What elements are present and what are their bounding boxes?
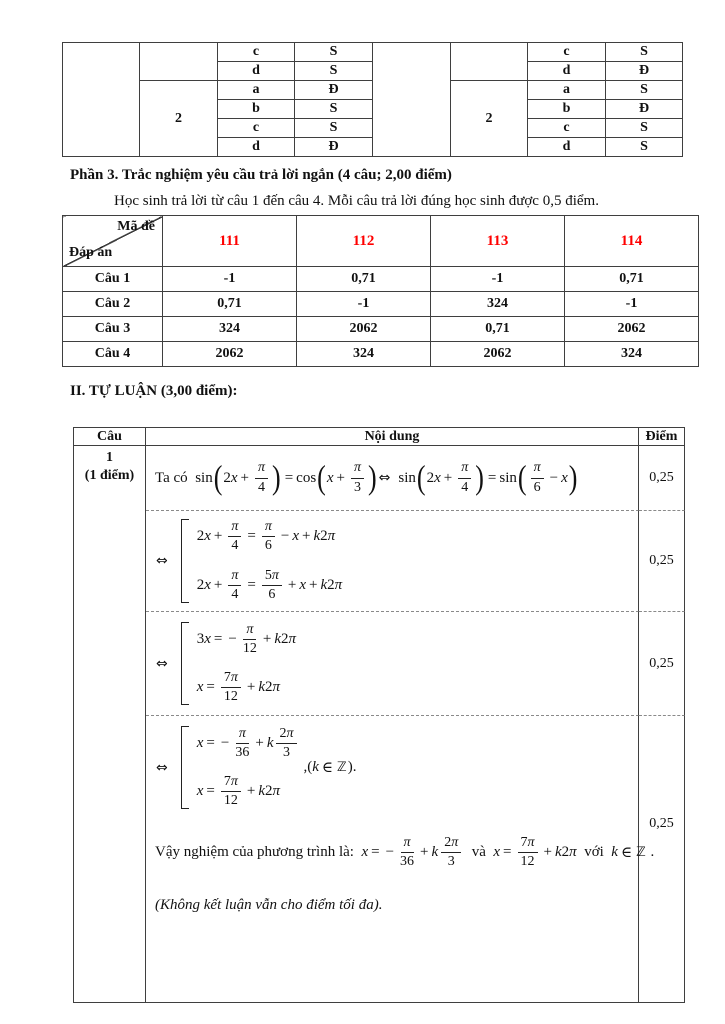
exam-code-cell: 112 bbox=[297, 216, 431, 267]
answer-cell: 324 bbox=[297, 342, 431, 367]
math-txt: 2 bbox=[265, 679, 273, 696]
math-rp: ) bbox=[568, 458, 578, 497]
math-var: k bbox=[266, 735, 274, 752]
answer-cell: -1 bbox=[431, 267, 565, 292]
math-txt: 2 bbox=[561, 844, 570, 861]
math-txt: 36 bbox=[400, 854, 415, 870]
true-false-answer-table bbox=[62, 42, 683, 157]
math-op: + bbox=[309, 576, 318, 593]
answer-value-cell: S bbox=[295, 119, 373, 138]
math-fraction bbox=[221, 670, 241, 705]
math-txt: 2 bbox=[265, 783, 273, 800]
answer-value-cell: Đ bbox=[295, 81, 373, 100]
math-txt: với bbox=[576, 844, 612, 861]
section2-heading: II. TỰ LUẬN (3,00 điểm): bbox=[70, 383, 238, 399]
math-lp: ( bbox=[416, 458, 426, 497]
math-txt: ). bbox=[347, 759, 357, 776]
math-txt: 7 bbox=[223, 670, 231, 685]
math-op: − bbox=[385, 844, 395, 861]
math-var: x bbox=[361, 844, 369, 861]
math-case-row bbox=[197, 670, 296, 705]
math-op: = bbox=[213, 630, 223, 647]
math-fraction bbox=[228, 519, 241, 554]
math-fraction bbox=[458, 460, 471, 495]
math-var: π bbox=[327, 528, 336, 545]
exam-code-cell: 114 bbox=[565, 216, 699, 267]
math-txt: 6 bbox=[268, 586, 276, 602]
answer-axis-label: Đáp án bbox=[69, 245, 113, 260]
answer-cell: 0,71 bbox=[565, 267, 699, 292]
math-var: π bbox=[271, 567, 279, 583]
math-bb: ℤ bbox=[636, 845, 646, 861]
question-number-cell: 2 bbox=[451, 81, 528, 157]
math-var: x bbox=[493, 844, 501, 861]
math-op: − bbox=[549, 469, 559, 486]
math-var: π bbox=[231, 567, 239, 583]
option-letter-cell: a bbox=[218, 81, 295, 100]
math-txt: 4 bbox=[461, 479, 469, 495]
math-txt: sin bbox=[195, 469, 213, 486]
math-op: = bbox=[487, 469, 497, 486]
math-sym: ⇔ bbox=[156, 553, 168, 569]
table-row bbox=[63, 292, 699, 317]
math-txt: 2 bbox=[223, 469, 231, 486]
table-row bbox=[63, 267, 699, 292]
math-var: π bbox=[288, 630, 296, 647]
math-var: π bbox=[238, 726, 246, 741]
math-var: π bbox=[264, 519, 272, 535]
answer-cell: 0,71 bbox=[431, 317, 565, 342]
left-square-bracket-icon bbox=[181, 622, 189, 705]
math-txt: 2 bbox=[279, 726, 287, 741]
solution-content-cell bbox=[146, 612, 639, 716]
solution-content-cell bbox=[146, 446, 639, 511]
math-fraction bbox=[262, 568, 282, 603]
math-var: x bbox=[299, 576, 307, 593]
answer-value-cell: S bbox=[295, 43, 373, 62]
answer-cell: 324 bbox=[431, 292, 565, 317]
math-cases-group bbox=[180, 622, 296, 705]
math-op: = bbox=[503, 844, 512, 861]
math-op: + bbox=[443, 469, 453, 486]
math-var: π bbox=[353, 460, 361, 476]
math-txt: 3 bbox=[282, 745, 290, 761]
math-fraction bbox=[235, 726, 249, 761]
empty-cell bbox=[373, 43, 451, 157]
answer-value-cell: S bbox=[606, 119, 683, 138]
math-txt: Vậy nghiệm của phương trình là: bbox=[155, 844, 362, 861]
math-var: x bbox=[230, 469, 238, 486]
math-op: = bbox=[206, 679, 215, 696]
math-op: = bbox=[247, 576, 256, 593]
column-header-cau: Câu bbox=[74, 428, 146, 446]
answer-cell: 324 bbox=[565, 342, 699, 367]
math-var: π bbox=[258, 460, 266, 476]
math-var: π bbox=[246, 621, 254, 637]
math-txt: 2 bbox=[426, 469, 435, 486]
math-var: π bbox=[403, 835, 411, 851]
answer-cell: 2062 bbox=[163, 342, 297, 367]
math-txt: 3 bbox=[196, 630, 205, 647]
math-line bbox=[155, 460, 632, 495]
math-op: + bbox=[246, 783, 256, 800]
option-letter-cell: d bbox=[528, 62, 606, 81]
math-var: x bbox=[196, 783, 204, 800]
answer-cell: -1 bbox=[163, 267, 297, 292]
math-txt: 12 bbox=[242, 640, 257, 656]
math-lp: ( bbox=[517, 458, 527, 497]
math-var: π bbox=[451, 835, 459, 851]
math-var: k bbox=[274, 630, 281, 647]
math-var: k bbox=[555, 844, 562, 861]
math-txt: và bbox=[464, 844, 494, 861]
math-var: π bbox=[334, 576, 343, 593]
math-txt: 6 bbox=[264, 538, 272, 554]
math-cases-group bbox=[180, 519, 342, 602]
math-op: + bbox=[262, 630, 272, 647]
math-case-row bbox=[197, 726, 300, 761]
math-sym: ⇔ bbox=[156, 655, 168, 672]
option-letter-cell: d bbox=[218, 138, 295, 157]
math-txt: 2 bbox=[280, 630, 289, 647]
math-fraction bbox=[262, 519, 275, 554]
math-rp: ) bbox=[368, 458, 377, 497]
question-label-cell: Câu 1 bbox=[63, 267, 163, 292]
math-fraction bbox=[518, 835, 538, 870]
math-op: + bbox=[240, 469, 250, 486]
answer-cell: 2062 bbox=[565, 317, 699, 342]
exam-code-cell: 113 bbox=[431, 216, 565, 267]
essay-solution-table bbox=[73, 427, 685, 1003]
math-case-row bbox=[197, 774, 300, 809]
answer-value-cell: S bbox=[606, 138, 683, 157]
math-case-row bbox=[197, 568, 342, 603]
solution-step-row bbox=[74, 446, 685, 511]
answer-cell: 2062 bbox=[297, 317, 431, 342]
math-var: k bbox=[431, 844, 439, 861]
option-letter-cell: a bbox=[528, 81, 606, 100]
math-fraction bbox=[441, 835, 461, 870]
exam-code-cell: 111 bbox=[163, 216, 297, 267]
option-letter-cell: c bbox=[218, 119, 295, 138]
question-number: 1 bbox=[106, 450, 113, 465]
answer-value-cell: S bbox=[295, 100, 373, 119]
question-number-cell bbox=[74, 446, 146, 1003]
question-label-cell: Câu 2 bbox=[63, 292, 163, 317]
math-fraction bbox=[228, 568, 241, 603]
table-header-row bbox=[63, 216, 699, 267]
option-letter-cell: c bbox=[218, 43, 295, 62]
math-var: k bbox=[313, 528, 321, 545]
math-fraction bbox=[255, 460, 268, 495]
diagonal-split-header-cell bbox=[63, 216, 163, 267]
conclusion-line bbox=[155, 835, 655, 870]
table-header-row bbox=[74, 428, 685, 446]
math-var: k bbox=[258, 783, 266, 800]
math-txt: 2 bbox=[320, 528, 328, 545]
solution-step-row bbox=[74, 612, 685, 716]
answer-cell: -1 bbox=[565, 292, 699, 317]
answer-cell: -1 bbox=[297, 292, 431, 317]
math-var: k bbox=[258, 679, 266, 696]
math-txt: 12 bbox=[520, 854, 535, 870]
math-txt: sin bbox=[499, 469, 517, 486]
answer-value-cell: S bbox=[606, 43, 683, 62]
math-var: x bbox=[196, 735, 204, 752]
math-op: = bbox=[206, 783, 215, 800]
answer-cell: 2062 bbox=[431, 342, 565, 367]
table-row bbox=[63, 342, 699, 367]
math-lp: ( bbox=[317, 458, 326, 497]
math-op: ∈ bbox=[321, 760, 334, 777]
math-cases-group bbox=[180, 726, 300, 809]
part3-heading: Phần 3. Trắc nghiệm yêu cầu trả lời ngắn (4 câu; 2,00 điểm) bbox=[70, 167, 452, 183]
question-points: (1 điểm) bbox=[84, 467, 135, 483]
math-var: π bbox=[569, 844, 577, 861]
math-txt: Ta có bbox=[155, 469, 196, 486]
math-txt: 6 bbox=[533, 479, 541, 495]
math-op: = bbox=[371, 844, 380, 861]
exam-code-axis-label: Mã đề bbox=[117, 219, 155, 234]
answer-value-cell: Đ bbox=[606, 100, 683, 119]
math-txt: 4 bbox=[231, 538, 239, 554]
math-bb: ℤ bbox=[337, 760, 347, 776]
math-op: − bbox=[280, 528, 290, 545]
math-fraction bbox=[276, 726, 296, 761]
math-op: + bbox=[543, 844, 552, 861]
math-var: x bbox=[326, 469, 334, 486]
math-op: + bbox=[255, 735, 264, 752]
table-row bbox=[63, 317, 699, 342]
answer-cell: 324 bbox=[163, 317, 297, 342]
option-letter-cell: b bbox=[218, 100, 295, 119]
math-txt: 7 bbox=[223, 774, 231, 790]
math-var: π bbox=[230, 670, 238, 685]
math-line bbox=[155, 620, 632, 707]
math-var: x bbox=[204, 528, 211, 545]
math-line bbox=[155, 724, 632, 811]
math-var: k bbox=[611, 844, 618, 861]
answer-value-cell: Đ bbox=[295, 138, 373, 157]
math-var: π bbox=[230, 774, 238, 790]
answer-cell: 0,71 bbox=[297, 267, 431, 292]
math-var: π bbox=[461, 460, 469, 476]
math-var: x bbox=[204, 630, 211, 647]
math-fraction bbox=[351, 460, 364, 495]
math-fraction bbox=[221, 774, 241, 809]
option-letter-cell: b bbox=[528, 100, 606, 119]
math-var: π bbox=[231, 519, 239, 535]
math-var: π bbox=[272, 679, 281, 696]
math-var: π bbox=[527, 835, 535, 851]
math-rp: ) bbox=[272, 458, 281, 497]
question-number-cell: 2 bbox=[140, 81, 218, 157]
question-label-cell: Câu 4 bbox=[63, 342, 163, 367]
solution-step-row bbox=[74, 511, 685, 612]
math-op: = bbox=[206, 735, 215, 752]
column-header-noi-dung: Nội dung bbox=[146, 428, 639, 446]
math-txt: 4 bbox=[231, 586, 239, 602]
answer-value-cell: S bbox=[606, 81, 683, 100]
answer-value-cell: Đ bbox=[606, 62, 683, 81]
math-op: + bbox=[246, 679, 256, 696]
math-fraction bbox=[243, 622, 257, 657]
math-var: x bbox=[561, 469, 568, 486]
math-txt: 2 bbox=[196, 528, 205, 545]
solution-content-cell bbox=[146, 716, 655, 1003]
math-op: + bbox=[287, 576, 297, 593]
math-op: − bbox=[220, 735, 230, 752]
math-txt: ,( bbox=[303, 759, 313, 776]
math-txt: 2 bbox=[327, 576, 335, 593]
short-answer-grid-table bbox=[62, 215, 699, 367]
math-op: + bbox=[420, 844, 429, 861]
option-letter-cell: d bbox=[218, 62, 295, 81]
math-sym: ⇔ bbox=[378, 470, 391, 486]
math-var: x bbox=[204, 576, 211, 593]
math-fraction bbox=[531, 460, 544, 495]
math-sym: ⇔ bbox=[156, 759, 168, 776]
math-var: π bbox=[272, 783, 281, 800]
empty-cell bbox=[140, 43, 218, 81]
math-case-row bbox=[197, 622, 296, 657]
math-var: k bbox=[320, 576, 328, 593]
math-op: − bbox=[228, 630, 237, 647]
math-txt: 3 bbox=[353, 479, 361, 495]
math-txt: 2 bbox=[444, 835, 452, 851]
math-var: x bbox=[196, 679, 204, 696]
option-letter-cell: c bbox=[528, 43, 606, 62]
empty-cell bbox=[63, 43, 140, 157]
table-row bbox=[63, 43, 683, 62]
left-square-bracket-icon bbox=[181, 519, 189, 602]
math-var: k bbox=[312, 759, 319, 776]
part3-instruction-note: Học sinh trả lời từ câu 1 đến câu 4. Mỗi câu trả lời đúng học sinh được 0,5 điểm. bbox=[114, 193, 599, 209]
math-op: + bbox=[213, 576, 223, 593]
math-op: + bbox=[213, 528, 223, 545]
math-var: π bbox=[533, 460, 541, 476]
math-txt: 7 bbox=[520, 835, 528, 851]
column-header-diem: Điểm bbox=[639, 428, 685, 446]
solution-content-cell bbox=[146, 511, 639, 612]
question-label-cell: Câu 3 bbox=[63, 317, 163, 342]
grading-note: (Không kết luận vẫn cho điểm tối đa). bbox=[155, 896, 383, 913]
option-letter-cell: d bbox=[528, 138, 606, 157]
math-var: π bbox=[286, 726, 294, 741]
math-txt: sin bbox=[398, 469, 416, 486]
math-op: = bbox=[247, 528, 256, 545]
math-txt: 12 bbox=[223, 793, 238, 809]
solution-step-row bbox=[74, 716, 685, 1003]
empty-cell bbox=[451, 43, 528, 81]
score-cell: 0,25 bbox=[639, 612, 685, 716]
math-op: + bbox=[336, 469, 345, 486]
score-cell: 0,25 bbox=[639, 716, 685, 1003]
score-cell: 0,25 bbox=[639, 511, 685, 612]
math-txt: cos bbox=[296, 469, 317, 486]
math-txt: 5 bbox=[264, 567, 272, 583]
math-op: = bbox=[284, 469, 294, 486]
math-case-row bbox=[197, 519, 342, 554]
left-square-bracket-icon bbox=[181, 726, 189, 809]
math-txt: . bbox=[646, 844, 655, 861]
math-op: + bbox=[302, 528, 311, 545]
math-txt: 2 bbox=[196, 576, 205, 593]
math-lp: ( bbox=[213, 458, 223, 497]
answer-value-cell: S bbox=[295, 62, 373, 81]
math-txt: 4 bbox=[258, 479, 266, 495]
math-txt: 36 bbox=[235, 745, 250, 761]
math-var: x bbox=[292, 528, 300, 545]
math-rp: ) bbox=[475, 458, 484, 497]
math-txt: 12 bbox=[223, 689, 238, 705]
math-op: ∈ bbox=[620, 845, 633, 862]
math-txt: 3 bbox=[447, 854, 455, 870]
math-fraction bbox=[400, 835, 414, 870]
math-line bbox=[155, 517, 632, 604]
option-letter-cell: c bbox=[528, 119, 606, 138]
answer-cell: 0,71 bbox=[163, 292, 297, 317]
score-cell: 0,25 bbox=[639, 446, 685, 511]
math-var: x bbox=[434, 469, 441, 486]
